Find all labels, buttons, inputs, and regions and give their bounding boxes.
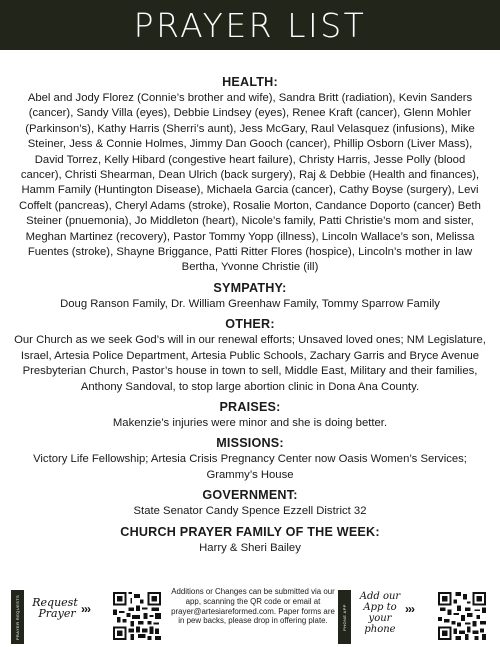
section-family-of-week: [14, 524, 486, 556]
section-body: Victory Life Fellowship; Artesia Crisis Pregnancy Center now Oasis Women’s Services; Grammy’s House: [33, 453, 467, 481]
section-heading: MISSIONS:: [216, 436, 284, 451]
arrows-icon: ›››: [405, 602, 414, 616]
script-line: your phone: [364, 613, 396, 635]
section-heading: SYMPATHY:: [213, 280, 287, 295]
section-heading: OTHER:: [225, 317, 275, 332]
script-line: Add our: [359, 591, 401, 602]
page-title: PRAYER LIST: [133, 5, 367, 45]
section-other: [14, 316, 486, 395]
header-banner: [0, 0, 500, 50]
script-line: App to: [363, 602, 397, 613]
section-heading: PRAISES:: [219, 399, 281, 414]
prayer-requests-tab: [11, 590, 24, 644]
section-health: [14, 74, 486, 276]
section-body: Abel and Jody Florez (Connie’s brother and wife), Sandra Britt (radiation), Kevin Sanders (cancer), Sandy Villa (eyes), Debbie Lindsey (eyes), Renee Kraft (cancer), Glenn Mohler (Parkinson’s), Kathy Harris (Sherri’s aunt), Jess McGary, Raul Velasquez (infusions), Mike Steiner, Jess & Connie Holmes, Jimmy Dan Gooch (cancer), Phillip Osborn (Liver Mass), David Torrez, Kelly Hibard (congestive heart failure), Christy Harris, Jesse Polly (blood cancer), Christi Shearman, Dean Ulrich (back surgery), Raj & Debbie (Health and finances), Hamm Family (Huntington Disease), Michaela Garcia (cancer), Cathy Boyse (surgery), Levi Coffelt (pancreas), Cheryl Adams (stroke), Rosalie Morton, Candance Doporto (cancer) Beth Steiner (pnuemonia), Jo Middleton (heart), Nicole’s family, Patti Christie’s mom and sister, Meghan Martinez (recovery), Pastor Tommy Yopp (illness), Lincoln Wallace’s son, Melissa Fuentes (stroke), Shayne Briggance, Patti Ritter Flores (hospice), Lincoln’s mother in law Bertha, Yvonne Christie (ill): [19, 92, 481, 274]
arrows-icon: ›››: [81, 602, 90, 616]
app-download-qr-code[interactable]: [438, 592, 486, 640]
request-prayer-script: [30, 597, 80, 619]
phone-app-tab: [338, 590, 351, 644]
section-body: Doug Ranson Family, Dr. William Greenhaw Family, Tommy Sparrow Family: [60, 297, 440, 310]
tab-label: PRAYER REQUESTS: [15, 594, 20, 640]
section-missions: [14, 435, 486, 483]
section-heading: HEALTH:: [222, 75, 278, 89]
prayer-request-qr-code[interactable]: [113, 592, 161, 640]
script-line: Request: [32, 596, 78, 609]
section-praises: [14, 399, 486, 431]
script-line: Prayer: [38, 607, 76, 620]
section-body: Harry & Sheri Bailey: [199, 541, 301, 554]
section-government: [14, 487, 486, 519]
section-body: Our Church as we seek God’s will in our renewal efforts; Unsaved loved ones; NM Legislature, Israel, Artesia Police Department, Artesia Public Schools, Zachary Garris and Bryce Avenue Presbyterian Church, Pastor’s house in town to sell, Middle East, Military and their families, Anthony Sandoval, to stop large abortion clinic in Dona Ana County.: [14, 334, 486, 393]
section-body: State Senator Candy Spence Ezzell District 32: [133, 505, 367, 518]
submission-note: Additions or Changes can be submitted via our app, scanning the QR code or email at prayer@artesiareformed.com. Paper forms are in pew backs, please drop in offering plate.: [171, 587, 335, 626]
add-app-script: [354, 591, 406, 635]
footer: [0, 585, 500, 647]
section-sympathy: [14, 280, 486, 312]
prayer-list-content: [14, 74, 486, 560]
section-heading: GOVERNMENT:: [202, 488, 298, 503]
section-heading: CHURCH PRAYER FAMILY OF THE WEEK:: [120, 524, 380, 539]
section-body: Makenzie’s injuries were minor and she is doing better.: [112, 416, 388, 429]
tab-label: PHONE APP: [342, 603, 348, 631]
